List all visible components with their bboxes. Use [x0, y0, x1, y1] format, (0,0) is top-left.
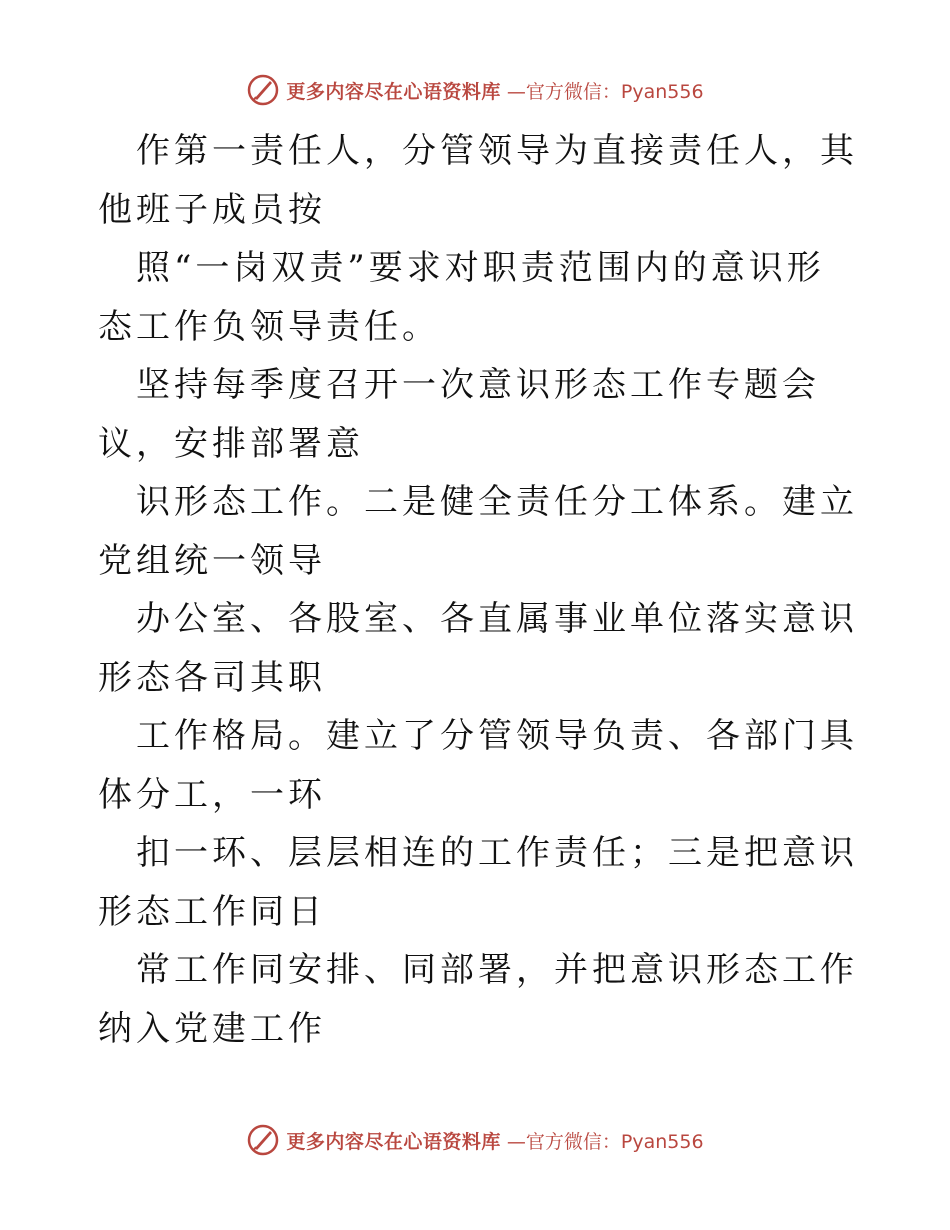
watermark-main-text: 更多内容尽在心语资料库: [286, 1130, 501, 1153]
paragraph: 工作格局。建立了分管领导负责、各部门具体分工，一环: [98, 716, 858, 815]
quill-logo-icon: [246, 1123, 280, 1157]
header-watermark: [0, 70, 950, 110]
paragraph: 作第一责任人，分管领导为直接责任人，其他班子成员按: [98, 131, 858, 230]
paragraph: 照“一岗双责”要求对职责范围内的意识形态工作负领导责任。: [98, 248, 825, 347]
watermark-main-text: 更多内容尽在心语资料库: [286, 80, 501, 103]
paragraph: 坚持每季度召开一次意识形态工作专题会议，安排部署意: [98, 365, 820, 464]
document-body: [98, 122, 858, 1058]
watermark-sub-text: —官方微信：Pyan556: [506, 80, 704, 103]
footer-watermark: [0, 1120, 950, 1160]
paragraph: 办公室、各股室、各直属事业单位落实意识形态各司其职: [98, 599, 858, 698]
paragraph: 扣一环、层层相连的工作责任；三是把意识形态工作同日: [98, 833, 858, 932]
quill-logo-icon: [246, 73, 280, 107]
paragraph: 识形态工作。二是健全责任分工体系。建立党组统一领导: [98, 482, 858, 581]
watermark-sub-text: —官方微信：Pyan556: [506, 1130, 704, 1153]
paragraph: 常工作同安排、同部署，并把意识形态工作纳入党建工作: [98, 950, 858, 1049]
